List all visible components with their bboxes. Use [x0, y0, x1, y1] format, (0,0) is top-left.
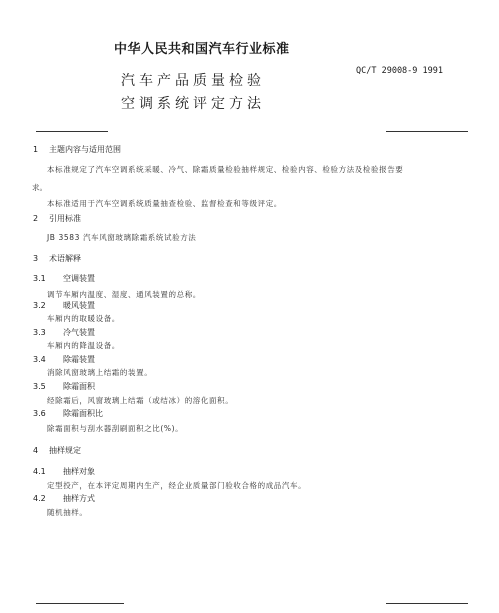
term-number: 3.6	[33, 409, 46, 418]
bottom-rule-left	[36, 603, 124, 604]
term-title: 空调装置	[63, 274, 95, 283]
clause-4-1	[33, 466, 95, 477]
clause-text: 定型投产，在本评定周期内生产，经企业质量部门验收合格的成品汽车。	[47, 481, 307, 490]
term-title: 冷气装置	[63, 328, 95, 337]
term-definition: 经除霜后，风窗玻璃上结霜（或结冰）的溶化面积。	[47, 396, 234, 405]
section-3-heading	[33, 253, 81, 264]
section-title: 抽样规定	[49, 446, 81, 455]
top-rule-right	[386, 131, 468, 132]
term-3-3	[33, 327, 95, 338]
term-title: 除霜面积	[63, 382, 95, 391]
term-title: 暖风装置	[63, 301, 95, 310]
term-number: 3.5	[33, 382, 46, 391]
section-number: 1	[33, 145, 39, 154]
clause-number: 4.1	[33, 467, 46, 476]
term-number: 3.2	[33, 301, 46, 310]
standard-code: QC/T 29008-9 1991	[356, 66, 443, 76]
term-number: 3.1	[33, 274, 46, 283]
clause-text: 随机抽样。	[47, 508, 88, 517]
term-3-1	[33, 273, 95, 284]
section-number: 3	[33, 254, 39, 263]
term-definition: 调节车厢内温度、湿度、通风装置的总称。	[47, 290, 201, 299]
term-definition: 除霜面积与刮水器刮刷面积之比(%)。	[47, 424, 184, 433]
doc-title-line-2: 空调系统评定方法	[121, 96, 265, 112]
clause-number: 4.2	[33, 494, 46, 503]
paragraph: 本标准适用于汽车空调系统质量抽查检验、监督检查和等级评定。	[47, 199, 282, 208]
term-3-4	[33, 354, 95, 365]
section-4-heading	[33, 445, 81, 456]
top-rule-left	[36, 131, 108, 132]
clause-4-2	[33, 493, 95, 504]
section-title: 术语解释	[49, 254, 81, 263]
term-definition: 车厢内的降温设备。	[47, 341, 120, 350]
paragraph: 本标准规定了汽车空调系统采暖、冷气、除霜质量检验抽样规定、检验内容、检验方法及检验报告要	[47, 165, 404, 174]
term-definition: 车厢内的取暖设备。	[47, 314, 120, 323]
doc-title-line-1: 汽车产品质量检验	[121, 73, 265, 89]
section-title: 引用标准	[49, 214, 81, 223]
section-title: 主题内容与适用范围	[49, 145, 121, 154]
section-number: 4	[33, 446, 39, 455]
section-1-heading	[33, 144, 121, 155]
term-3-6	[33, 408, 103, 419]
header-title: 中华人民共和国汽车行业标准	[114, 42, 290, 57]
section-number: 2	[33, 214, 39, 223]
clause-title: 抽样方式	[63, 494, 95, 503]
term-number: 3.3	[33, 328, 46, 337]
term-3-5	[33, 381, 95, 392]
reference-entry: JB 3583 汽车风窗玻璃除霜系统试验方法	[47, 233, 197, 242]
section-2-heading	[33, 213, 81, 224]
clause-title: 抽样对象	[63, 467, 95, 476]
term-definition: 消除风窗玻璃上结霜的装置。	[47, 368, 153, 377]
bottom-rule-right	[386, 603, 468, 604]
term-title: 除霜装置	[63, 355, 95, 364]
term-number: 3.4	[33, 355, 46, 364]
term-3-2	[33, 300, 95, 311]
paragraph-continuation: 求。	[32, 183, 47, 192]
term-title: 除霜面积比	[63, 409, 103, 418]
